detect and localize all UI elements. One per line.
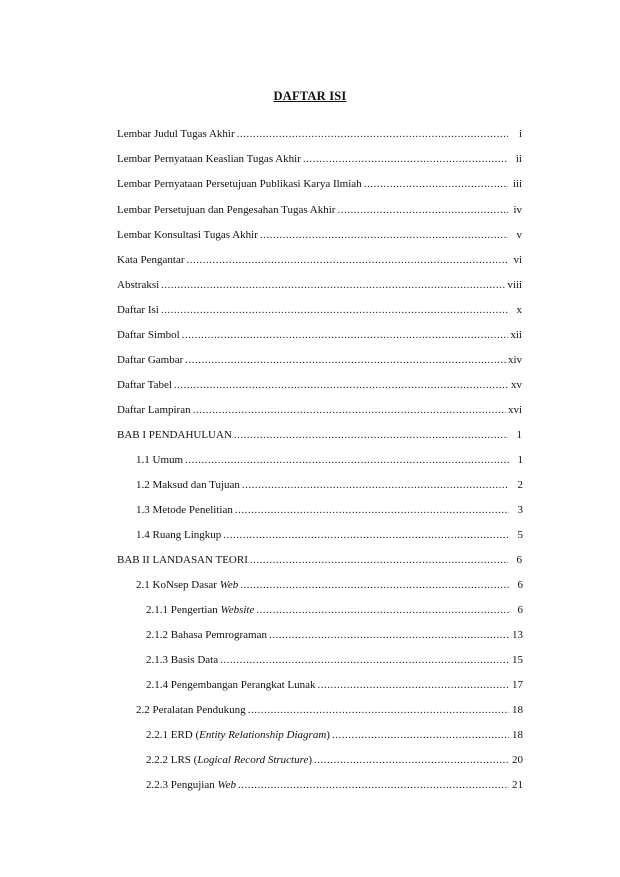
toc-entry-label: [146, 753, 312, 767]
toc-entry-label-italic: Entity Relationship Diagram: [199, 729, 327, 741]
toc-entry: [146, 603, 523, 617]
toc-page-number: xvi: [507, 404, 522, 416]
toc-entry: [117, 203, 522, 217]
toc-leader-dots: [250, 553, 508, 567]
toc-entry-label: Daftar Isi: [117, 304, 159, 316]
toc-page-number: v: [516, 229, 522, 241]
toc-page-number: 3: [517, 504, 523, 516]
toc-leader-dots: [318, 678, 509, 692]
toc-entry-label: Abstraksi: [117, 279, 160, 291]
toc-entry: [117, 127, 522, 141]
toc-page-number: iv: [513, 204, 522, 216]
toc-entry-label: BAB I PENDAHULUAN: [117, 429, 232, 441]
toc-entry-label: BAB II LANDASAN TEORI: [117, 554, 248, 566]
toc-entry-label: 2.2 Peralatan Pendukung: [136, 704, 246, 716]
toc-entry-label: 2.1.4 Pengembangan Perangkat Lunak: [146, 679, 316, 691]
toc-leader-dots: [220, 653, 509, 667]
toc-entry-label-italic: Web: [219, 579, 239, 591]
toc-entry: [117, 328, 522, 342]
toc-page-number: xiv: [507, 354, 522, 366]
toc-entry-label: 1.1 Umum: [136, 454, 184, 466]
toc-page-number: 20: [512, 754, 523, 766]
toc-page-number: viii: [507, 279, 522, 291]
toc-page-number: 15: [512, 654, 523, 666]
toc-entry-label: 1.4 Ruang Lingkup: [136, 529, 222, 541]
toc-leader-dots: [303, 152, 508, 166]
toc-entry: [117, 378, 522, 392]
toc-leader-dots: [337, 203, 508, 217]
toc-leader-dots: [182, 328, 508, 342]
toc-leader-dots: [314, 753, 509, 767]
toc-entry-label-italic: Logical Record Structure: [197, 754, 309, 766]
toc-entry-label: Daftar Gambar: [117, 354, 184, 366]
toc-entry-label: Daftar Simbol: [117, 329, 180, 341]
toc-entry: [146, 678, 523, 692]
toc-page-number: 17: [512, 679, 523, 691]
toc-entry: [117, 428, 522, 442]
toc-leader-dots: [174, 378, 508, 392]
toc-entry-label: Lembar Judul Tugas Akhir: [117, 128, 235, 140]
toc-entry: [136, 703, 523, 717]
toc-leader-dots: [223, 528, 509, 542]
toc-page-number: 5: [517, 529, 523, 541]
toc-leader-dots: [235, 503, 509, 517]
toc-leader-dots: [256, 603, 509, 617]
toc-leader-dots: [260, 228, 508, 242]
toc-entry-label: [136, 578, 238, 592]
toc-page-number: i: [518, 128, 522, 140]
toc-entry-label: [146, 778, 236, 792]
toc-leader-dots: [364, 177, 508, 191]
toc-leader-dots: [193, 403, 506, 417]
toc-entry-label-text: 2.1 KoNsep Dasar: [136, 579, 220, 591]
toc-leader-dots: [237, 127, 508, 141]
toc-page-number: 6: [516, 554, 522, 566]
toc-leader-dots: [242, 478, 509, 492]
toc-entry-label: Lembar Konsultasi Tugas Akhir: [117, 229, 258, 241]
toc-leader-dots: [161, 303, 508, 317]
toc-entry-label-text: 2.2.1 ERD (: [146, 729, 200, 741]
toc-page-number: iii: [512, 178, 522, 190]
toc-entry: [117, 228, 522, 242]
toc-leader-dots: [161, 278, 505, 292]
toc-entry-label-suffix: ): [326, 729, 330, 741]
toc-page-number: 18: [512, 704, 523, 716]
toc-entry-label: 2.1.3 Basis Data: [146, 654, 219, 666]
toc-entry: [117, 303, 522, 317]
toc-entry: [117, 152, 522, 166]
toc-page-number: 6: [517, 604, 523, 616]
toc-entry: [136, 503, 523, 517]
toc-entry: [117, 553, 522, 567]
toc-leader-dots: [248, 703, 509, 717]
toc-entry-label-italic: Website: [220, 604, 255, 616]
toc-leader-dots: [187, 253, 509, 267]
toc-entry: [146, 628, 523, 642]
toc-page-number: ii: [515, 153, 522, 165]
toc-page-number: vi: [513, 254, 522, 266]
toc-entry-label: [146, 603, 254, 617]
toc-entry: [146, 753, 523, 767]
toc-entry-label-text: 2.2.2 LRS (: [146, 754, 198, 766]
toc-page-number: 6: [517, 579, 523, 591]
toc-page-number: 13: [512, 629, 523, 641]
toc-entry-label: 1.3 Metode Penelitian: [136, 504, 233, 516]
toc-entry-label-text: 2.2.3 Pengujian: [146, 779, 218, 791]
toc-entry-label: Lembar Persetujuan dan Pengesahan Tugas Akhir: [117, 204, 336, 216]
toc-page-number: x: [516, 304, 522, 316]
toc-entry: [117, 278, 522, 292]
toc-leader-dots: [332, 728, 509, 742]
toc-page-number: 18: [512, 729, 523, 741]
toc-leader-dots: [269, 628, 509, 642]
toc-entry-label: Daftar Tabel: [117, 379, 172, 391]
toc-entry: [117, 177, 522, 191]
toc-entry-label: Kata Pengantar: [117, 254, 185, 266]
toc-leader-dots: [240, 578, 509, 592]
toc-entry-label: [146, 728, 330, 742]
toc-entry-label-italic: Web: [217, 779, 237, 791]
toc-entry: [136, 453, 523, 467]
toc-leader-dots: [185, 353, 506, 367]
toc-entry-label: 2.1.2 Bahasa Pemrograman: [146, 629, 267, 641]
toc-entry: [136, 478, 523, 492]
page-title: DAFTAR ISI: [273, 89, 347, 103]
toc-page-number: xv: [511, 379, 522, 391]
toc-entry-label: Lembar Pernyataan Keaslian Tugas Akhir: [117, 153, 301, 165]
toc-entry: [146, 778, 523, 792]
toc-leader-dots: [234, 428, 508, 442]
toc-entry-label: Daftar Lampiran: [117, 404, 191, 416]
toc-leader-dots: [185, 453, 509, 467]
toc-entry: [146, 653, 523, 667]
toc-entry: [117, 253, 522, 267]
toc-entry-label: Lembar Pernyataan Persetujuan Publikasi Karya Ilmiah: [117, 178, 362, 190]
toc-entry: [117, 403, 522, 417]
toc-page-number: 1: [516, 429, 522, 441]
toc-page-number: 2: [517, 479, 523, 491]
toc-page-number: xii: [510, 329, 522, 341]
toc-leader-dots: [238, 778, 509, 792]
toc-page-number: 1: [517, 454, 523, 466]
toc-page-number: 21: [512, 779, 523, 791]
toc-entry: [136, 578, 523, 592]
toc-entry-label-text: 2.1.1 Pengertian: [146, 604, 221, 616]
toc-entry: [136, 528, 523, 542]
toc-entry-label: 1.2 Maksud dan Tujuan: [136, 479, 240, 491]
toc-entry: [146, 728, 523, 742]
toc-entry-label-suffix: ): [308, 754, 313, 766]
toc-entry: [117, 353, 522, 367]
